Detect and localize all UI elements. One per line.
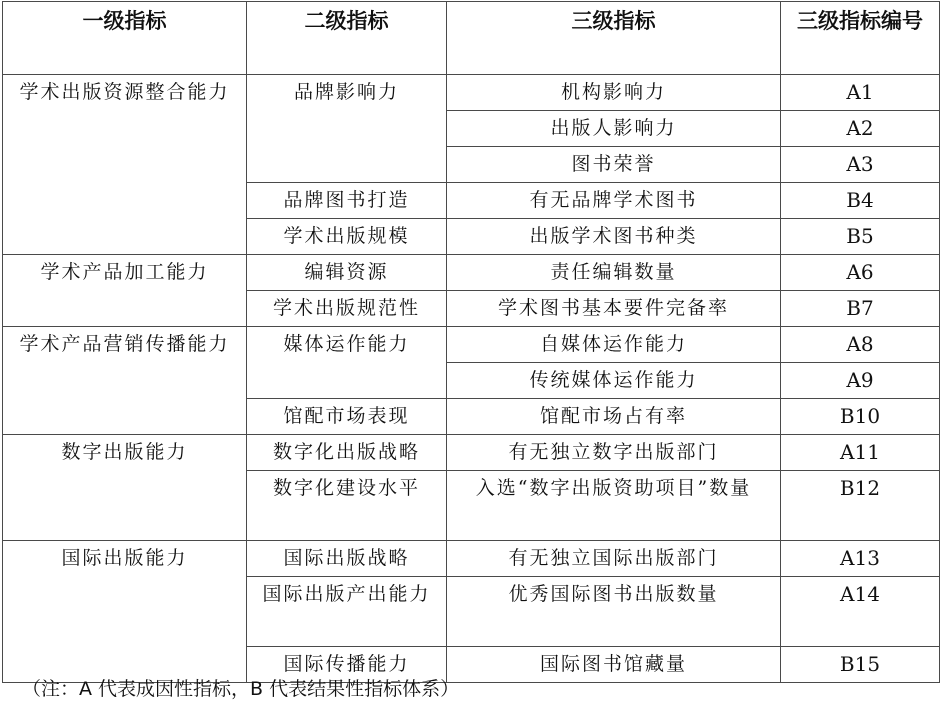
table-row (3, 435, 940, 471)
level3-cell: 有无品牌学术图书 (447, 183, 781, 219)
level2-cell: 数字化出版战略 (247, 435, 447, 471)
code-cell: A3 (781, 147, 940, 183)
code-cell: A11 (781, 435, 940, 471)
code-cell: A2 (781, 111, 940, 147)
level1-cell: 学术出版资源整合能力 (3, 75, 247, 255)
level2-cell: 编辑资源 (247, 255, 447, 291)
code-cell: B12 (781, 471, 940, 541)
code-cell: B10 (781, 399, 940, 435)
level1-cell: 数字出版能力 (3, 435, 247, 541)
header-level3: 三级指标 (447, 2, 781, 75)
header-level2: 二级指标 (247, 2, 447, 75)
level3-cell: 优秀国际图书出版数量 (447, 577, 781, 647)
level2-cell: 学术出版规范性 (247, 291, 447, 327)
table-note: （注：A 代表成因性指标，B 代表结果性指标体系） (22, 678, 460, 700)
code-cell: A8 (781, 327, 940, 363)
level2-cell: 国际出版战略 (247, 541, 447, 577)
level3-cell: 入选“数字出版资助项目”数量 (447, 471, 781, 541)
level3-cell: 出版人影响力 (447, 111, 781, 147)
code-cell: B5 (781, 219, 940, 255)
level3-cell: 责任编辑数量 (447, 255, 781, 291)
level1-cell: 学术产品加工能力 (3, 255, 247, 327)
level2-cell: 媒体运作能力 (247, 327, 447, 399)
level3-cell: 传统媒体运作能力 (447, 363, 781, 399)
level2-cell: 数字化建设水平 (247, 471, 447, 541)
level3-cell: 有无独立数字出版部门 (447, 435, 781, 471)
indicator-table (2, 1, 940, 683)
table-row (3, 327, 940, 363)
level2-cell: 国际传播能力 (247, 647, 447, 683)
code-cell: B15 (781, 647, 940, 683)
table-row (3, 75, 940, 111)
level3-cell: 国际图书馆藏量 (447, 647, 781, 683)
code-cell: A1 (781, 75, 940, 111)
header-row (3, 2, 940, 75)
level3-cell: 自媒体运作能力 (447, 327, 781, 363)
level3-cell: 有无独立国际出版部门 (447, 541, 781, 577)
level1-cell: 国际出版能力 (3, 541, 247, 683)
code-cell: B4 (781, 183, 940, 219)
table-row (3, 541, 940, 577)
level3-cell: 出版学术图书种类 (447, 219, 781, 255)
level3-cell: 学术图书基本要件完备率 (447, 291, 781, 327)
code-cell: A13 (781, 541, 940, 577)
code-cell: B7 (781, 291, 940, 327)
code-cell: A14 (781, 577, 940, 647)
level1-cell: 学术产品营销传播能力 (3, 327, 247, 435)
level2-cell: 品牌图书打造 (247, 183, 447, 219)
header-level1: 一级指标 (3, 2, 247, 75)
level3-cell: 图书荣誉 (447, 147, 781, 183)
level3-cell: 馆配市场占有率 (447, 399, 781, 435)
level2-cell: 学术出版规模 (247, 219, 447, 255)
code-cell: A6 (781, 255, 940, 291)
level3-cell: 机构影响力 (447, 75, 781, 111)
code-cell: A9 (781, 363, 940, 399)
table-row (3, 255, 940, 291)
level2-cell: 品牌影响力 (247, 75, 447, 183)
level2-cell: 国际出版产出能力 (247, 577, 447, 647)
header-code: 三级指标编号 (781, 2, 940, 75)
level2-cell: 馆配市场表现 (247, 399, 447, 435)
